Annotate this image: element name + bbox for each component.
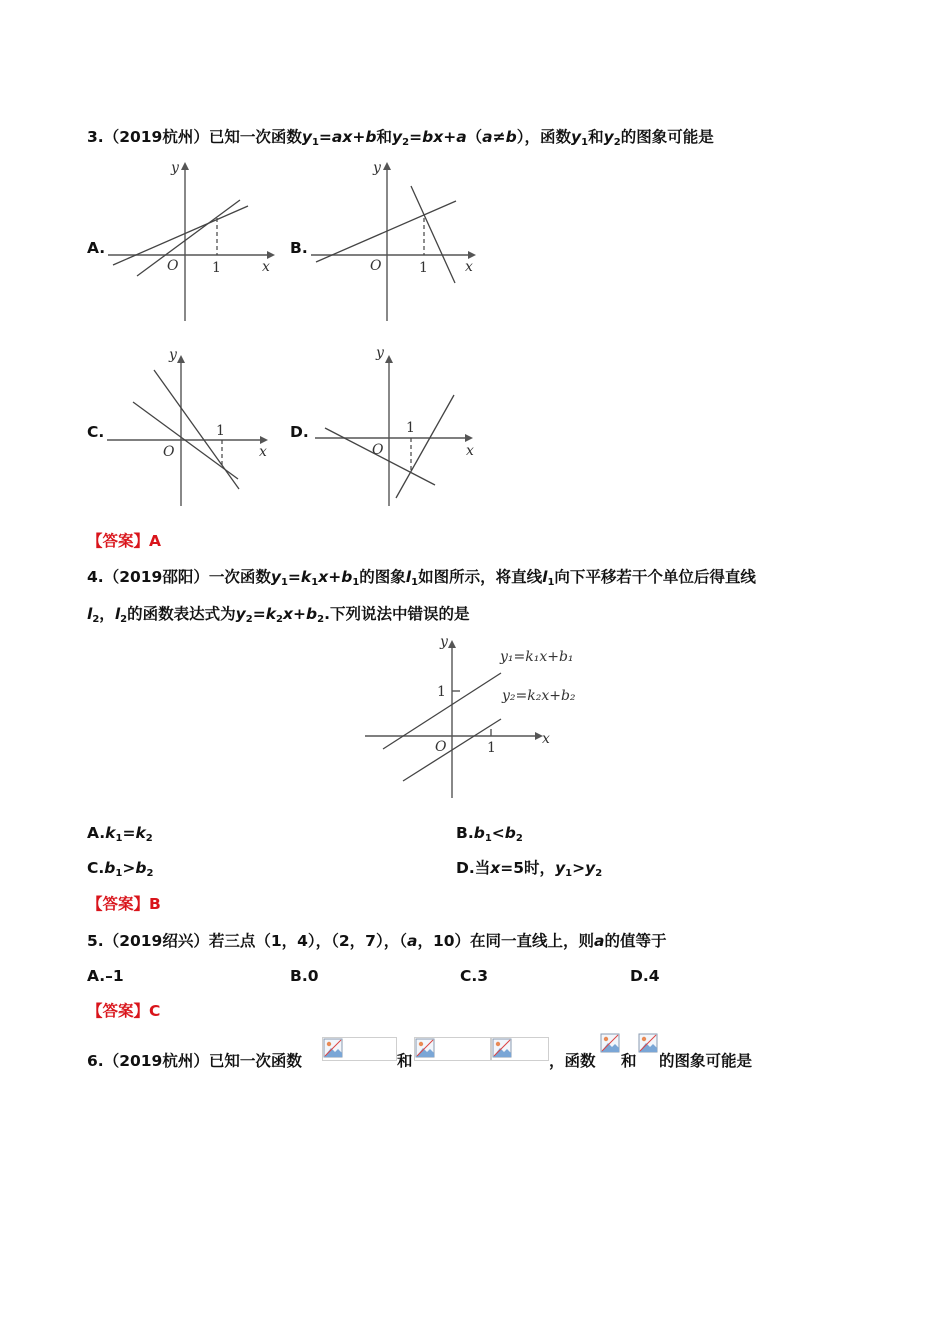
question-number: 6. [87,1052,104,1070]
question-number: 5. [87,932,104,950]
line-2 [411,186,455,283]
sub: 1 [565,868,573,879]
var: b [473,824,485,842]
sub: 1 [311,137,319,148]
var: y [392,128,403,146]
var: y [585,859,596,877]
var: b [341,568,353,586]
op: = [287,568,301,586]
answer-q5: 【答案】C [87,1002,161,1020]
sub: 2 [245,614,253,625]
option-c-label: C. [87,423,105,441]
tick-one-label: 1 [216,423,225,439]
question-source: （2019杭州） [103,1052,209,1070]
option-label: B. [456,824,474,842]
question-4-stem-line2 [87,604,469,630]
option-d-label: D. [290,423,309,441]
var: l [542,568,548,586]
x-label: x [262,259,270,275]
origin-label: O [163,444,175,460]
sub: 2 [145,833,153,844]
var: bx [422,128,444,146]
var: ax [331,128,353,146]
var: k [105,824,116,842]
sub: 1 [581,137,589,148]
var: y [571,128,582,146]
q5-option-b: B.0 [290,967,319,985]
stem-text: 的图象可能是 [620,128,714,146]
var: b [104,859,116,877]
x-arrow-icon [468,251,476,259]
y-arrow-icon [448,640,456,648]
stem-text: 已知一次函数 [208,128,302,146]
sub: 1 [115,833,123,844]
question-source: （2019绍兴） [103,932,209,950]
stem-text: 已知一次函数 [208,1052,302,1070]
var: x [282,605,293,623]
var: l [405,568,412,586]
q4-option-a [87,823,153,849]
y-label: y [171,160,179,176]
question-number: 4. [87,568,104,586]
var: x [490,859,501,877]
var: b [135,859,147,877]
question-3-stem [87,127,714,153]
graph-option-b [308,158,488,323]
question-source: （2019杭州） [103,128,209,146]
sub: 2 [276,614,283,625]
stem-text: 向下平移若干个单位后得直线 [554,568,756,586]
x-arrow-icon [267,251,275,259]
broken-image-formula-2 [414,1037,491,1061]
sub: 2 [317,614,325,625]
var: y [301,128,312,146]
line-2 [137,200,240,276]
op: > [122,859,136,877]
broken-image-formula-1 [322,1037,397,1061]
tick-one-label: 1 [212,260,221,276]
tick-x-one-label: 1 [487,740,496,756]
sub: 2 [515,833,523,844]
stem-text: 和 [588,128,604,146]
broken-image-icon [415,1038,435,1058]
var: y [270,568,281,586]
stem-text: 的函数表达式为 [127,605,236,623]
op: ≠ [492,128,506,146]
stem-text: 的值等于 [604,932,667,950]
var: a [594,932,605,950]
var: y [555,859,566,877]
tick-y-one-label: 1 [437,684,446,700]
sub: 1 [547,577,555,588]
line-1 [316,201,456,262]
stem-text: ，函数 [524,128,572,146]
y-arrow-icon [177,355,185,363]
and-text-2: 和 [621,1052,637,1070]
origin-label: O [167,258,179,274]
option-a-label: A. [87,239,106,257]
line-2 [396,395,454,498]
l1-equation-label: y₁=k₁x+b₁ [500,649,574,665]
graph-option-a [105,158,280,323]
x-label: x [465,259,473,275]
question-6-stem-end: 的图象可能是 [659,1052,753,1070]
stem-text: 如图所示，将直线 [418,568,543,586]
sub: 2 [595,868,603,879]
var: l [114,605,121,623]
stem-text: 的图象 [359,568,406,586]
broken-image-icon [600,1033,620,1053]
y-label: y [169,347,177,363]
question-number: 3. [87,128,104,146]
x-label: x [466,443,474,459]
graph-option-c [105,345,280,510]
y-label: y [376,345,384,361]
sub: 1 [311,577,319,588]
var: a [456,128,467,146]
var: b [505,128,517,146]
x-arrow-icon [465,434,473,442]
var: b [305,605,318,623]
op: + [328,568,342,586]
op: = [252,605,266,623]
var: k [265,605,277,623]
op: < [491,824,505,842]
sub: 1 [484,833,492,844]
question-6-stem-start [87,1051,302,1071]
y-label: y [373,160,381,176]
broken-image-icon [323,1038,343,1058]
sub: 2 [92,614,100,625]
op: + [443,128,457,146]
stem-text: =5时， [500,859,556,877]
stem-text: .下列说法中错误的是 [324,605,470,623]
x-arrow-icon [260,436,268,444]
stem-text: 和 [376,128,393,146]
paren: （ [466,128,483,146]
op: + [352,128,366,146]
option-label: C. [87,859,105,877]
q4-option-c [87,858,153,884]
var: k [300,568,312,586]
broken-image-formula-3 [491,1037,549,1061]
sub: 2 [146,868,154,879]
tick-one-label: 1 [406,420,415,436]
option-label: D. [456,859,475,877]
line-2 [154,370,239,489]
stem-text: ， [99,605,115,623]
op: = [409,128,423,146]
sub: 1 [280,577,288,588]
op: = [318,128,332,146]
var: x [318,568,329,586]
var: y [235,605,246,623]
sub: 2 [402,137,410,148]
line-1 [113,206,248,265]
y-arrow-icon [181,162,189,170]
q4-option-d [456,858,602,884]
option-label: A. [87,824,106,842]
option-b-label: B. [290,239,308,257]
paren: ） [516,128,525,146]
l2-equation-label: y₂=k₂x+b₂ [502,688,576,704]
question-5-stem [87,931,667,951]
x-label: x [259,444,267,460]
answer-q3: 【答案】A [87,532,161,550]
origin-label: O [370,258,382,274]
y-arrow-icon [385,355,393,363]
var: b [504,824,516,842]
stem-text: 若三点（1，4），（2，7），（ [208,932,407,950]
q5-option-a: A.–1 [87,967,124,985]
y-arrow-icon [383,162,391,170]
question-6-stem-mid: ，函数 [549,1052,596,1070]
tick-one-label: 1 [419,260,428,276]
y-label: y [440,634,448,650]
var: k [135,824,146,842]
origin-label: O [372,442,384,458]
broken-image-formula-4 [600,1033,621,1055]
stem-text: ，10）在同一直线上，则 [417,932,595,950]
answer-q4: 【答案】B [87,895,161,913]
sub: 2 [120,614,128,625]
sub: 1 [115,868,123,879]
question-source: （2019邵阳） [103,568,209,586]
q5-option-c: C.3 [460,967,489,985]
broken-image-icon [492,1038,512,1058]
var: a [406,932,418,950]
sub: 1 [411,577,419,588]
and-text-1: 和 [397,1052,413,1070]
broken-image-formula-5 [638,1033,659,1055]
broken-image-icon [638,1033,658,1053]
q5-option-d: D.4 [630,967,660,985]
q4-option-b [456,823,523,849]
var: a [482,128,493,146]
var: l [87,605,93,623]
op: > [572,859,586,877]
var: b [365,128,377,146]
graph-option-d [313,345,488,510]
sub: 1 [352,577,360,588]
graph-question-4 [360,632,590,802]
stem-text: 一次函数 [208,568,271,586]
question-4-stem-line1 [87,567,756,593]
origin-label: O [435,739,447,755]
op: + [292,605,306,623]
stem-text: 当 [474,859,491,877]
var: y [603,128,614,146]
x-label: x [542,731,550,747]
op: = [122,824,136,842]
sub: 2 [613,137,621,148]
